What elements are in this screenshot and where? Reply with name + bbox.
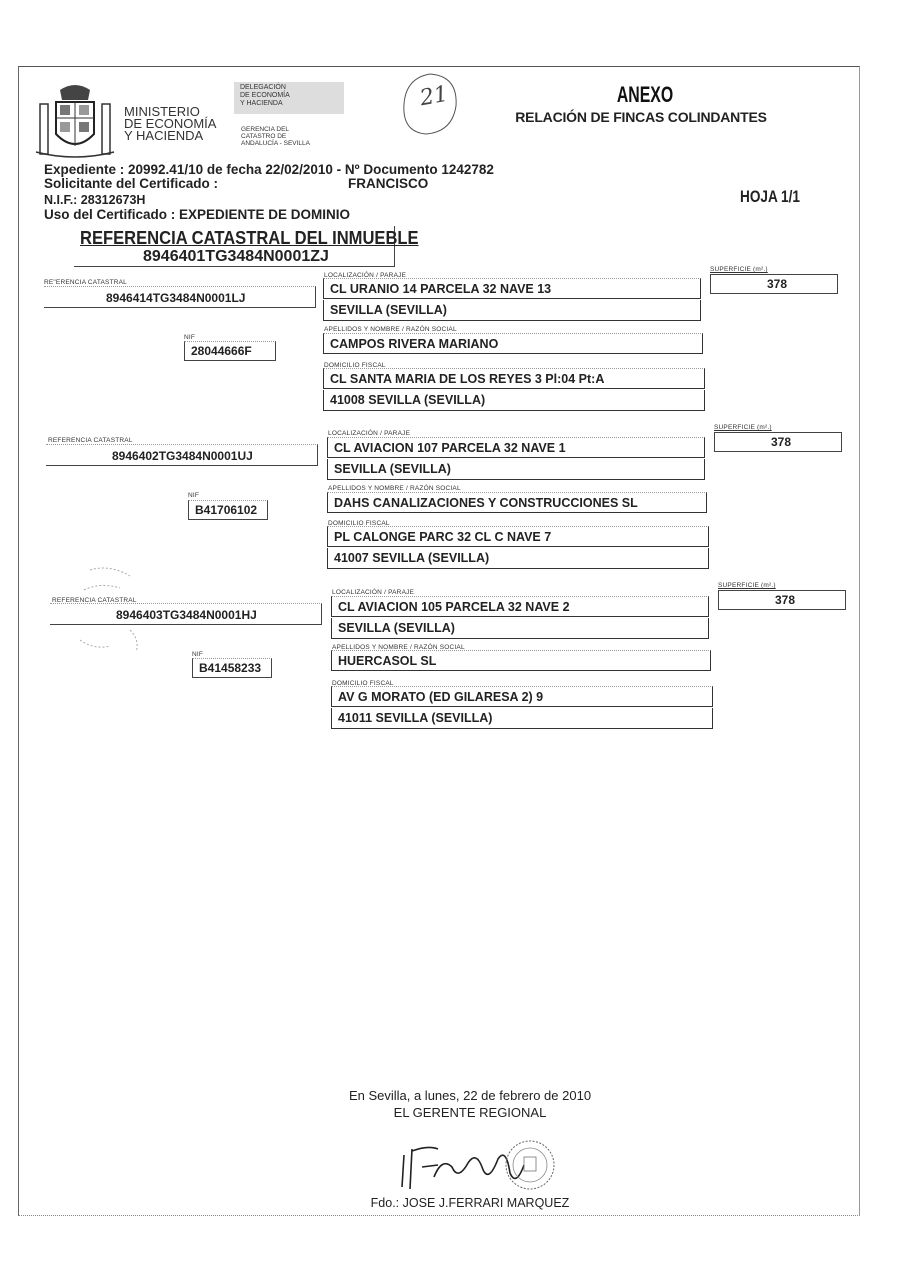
gerencia-line-1: GERENCIA DEL xyxy=(241,126,290,133)
finca-localizacion-2: SEVILLA (SEVILLA) xyxy=(327,459,705,480)
finca-domicilio-2: 41011 SEVILLA (SEVILLA) xyxy=(331,708,713,729)
finca-domicilio-2: 41007 SEVILLA (SEVILLA) xyxy=(327,548,709,569)
finca-ref: 8946402TG3484N0001UJ xyxy=(46,444,318,466)
anexo-title: ANEXO xyxy=(616,82,674,107)
label-domicilio: DOMICILIO FISCAL xyxy=(324,362,386,369)
label-referencia: REFERENCIA CATASTRAL xyxy=(48,437,133,444)
footer-role: EL GERENTE REGIONAL xyxy=(393,1105,547,1120)
label-superficie: SUPERFICIE (m².) xyxy=(718,582,776,589)
finca-titular: CAMPOS RIVERA MARIANO xyxy=(323,333,703,354)
finca-nif: B41458233 xyxy=(192,658,272,678)
finca-localizacion-1: CL URANIO 14 PARCELA 32 NAVE 13 xyxy=(323,278,701,299)
label-superficie: SUPERFICIE (m².) xyxy=(714,424,772,431)
coat-of-arms-icon xyxy=(34,82,116,162)
finca-domicilio-1: CL SANTA MARIA DE LOS REYES 3 Pl:04 Pt:A xyxy=(323,368,705,389)
footer-place-date: En Sevilla, a lunes, 22 de febrero de 2010 xyxy=(348,1088,592,1103)
finca-superficie: 378 xyxy=(714,432,842,452)
delegacion-stamp xyxy=(234,82,344,114)
finca-localizacion-1: CL AVIACION 107 PARCELA 32 NAVE 1 xyxy=(327,437,705,458)
expediente-line: Expediente : 20992.41/10 de fecha 22/02/2010 - Nº Documento 1242782 xyxy=(44,162,494,177)
finca-domicilio-1: AV G MORATO (ED GILARESA 2) 9 xyxy=(331,686,713,707)
label-referencia: RE"ERENCIA CATASTRAL xyxy=(44,279,127,286)
delegacion-line-1: DELEGACIÓN xyxy=(240,84,286,91)
finca-localizacion-2: SEVILLA (SEVILLA) xyxy=(323,300,701,321)
delegacion-line-2: DE ECONOMÍA xyxy=(240,92,290,99)
delegacion-line-3: Y HACIENDA xyxy=(240,100,283,107)
finca-ref: 8946414TG3484N0001LJ xyxy=(44,286,316,308)
gerencia-line-2: CATASTRO DE xyxy=(241,133,287,140)
gerencia-line-3: ANDALUCÍA - SEVILLA xyxy=(241,140,310,147)
label-localizacion: LOCALIZACIÓN / PARAJE xyxy=(328,430,411,437)
label-localizacion: LOCALIZACIÓN / PARAJE xyxy=(324,272,407,279)
label-nif: NIF xyxy=(192,651,204,658)
ministerio-line-1: MINISTERIO xyxy=(124,104,200,119)
finca-titular: DAHS CANALIZACIONES Y CONSTRUCCIONES SL xyxy=(327,492,707,513)
finca-superficie: 378 xyxy=(710,274,838,294)
ministerio-name xyxy=(124,106,216,142)
finca-titular: HUERCASOL SL xyxy=(331,650,711,671)
finca-domicilio-1: PL CALONGE PARC 32 CL C NAVE 7 xyxy=(327,526,709,547)
label-nif: NIF xyxy=(184,334,196,341)
handwritten-number: 21 xyxy=(418,81,450,112)
signature-icon xyxy=(398,1137,568,1197)
faint-stamp-icon xyxy=(70,560,160,660)
inmueble-title: REFERENCIA CATASTRAL DEL INMUEBLE xyxy=(80,228,419,248)
uso-certificado: Uso del Certificado : EXPEDIENTE DE DOMINIO xyxy=(44,207,351,222)
label-domicilio: DOMICILIO FISCAL xyxy=(332,680,394,687)
solicitante-name: FRANCISCO xyxy=(348,176,429,191)
finca-localizacion-2: SEVILLA (SEVILLA) xyxy=(331,618,709,639)
ministerio-line-3: Y HACIENDA xyxy=(124,128,204,143)
finca-localizacion-1: CL AVIACION 105 PARCELA 32 NAVE 2 xyxy=(331,596,709,617)
label-apellidos: APELLIDOS Y NOMBRE / RAZÓN SOCIAL xyxy=(324,326,457,333)
finca-nif: 28044666F xyxy=(184,341,276,361)
gerencia-label xyxy=(241,126,310,147)
label-apellidos: APELLIDOS Y NOMBRE / RAZÓN SOCIAL xyxy=(328,485,461,492)
solicitante-label: Solicitante del Certificado : xyxy=(44,176,219,191)
label-apellidos: APELLIDOS Y NOMBRE / RAZÓN SOCIAL xyxy=(332,644,465,651)
finca-ref: 8946403TG3484N0001HJ xyxy=(50,603,322,625)
finca-superficie: 378 xyxy=(718,590,846,610)
label-domicilio: DOMICILIO FISCAL xyxy=(328,520,390,527)
finca-nif: B41706102 xyxy=(188,500,268,520)
inmueble-ref: 8946401TG3484N0001ZJ xyxy=(143,248,329,265)
label-localizacion: LOCALIZACIÓN / PARAJE xyxy=(332,589,415,596)
nif-solicitante: N.I.F.: 28312673H xyxy=(44,193,146,207)
hoja-number: HOJA 1/1 xyxy=(740,187,800,206)
label-referencia: REFERENCIA CATASTRAL xyxy=(52,597,137,604)
finca-domicilio-2: 41008 SEVILLA (SEVILLA) xyxy=(323,390,705,411)
footer-signed: Fdo.: JOSE J.FERRARI MARQUEZ xyxy=(370,1196,570,1210)
anexo-subtitle: RELACIÓN DE FINCAS COLINDANTES xyxy=(515,109,767,125)
ministerio-line-2: DE ECONOMÍA xyxy=(124,116,217,131)
label-nif: NIF xyxy=(188,492,200,499)
label-superficie: SUPERFICIE (m².) xyxy=(710,266,768,273)
